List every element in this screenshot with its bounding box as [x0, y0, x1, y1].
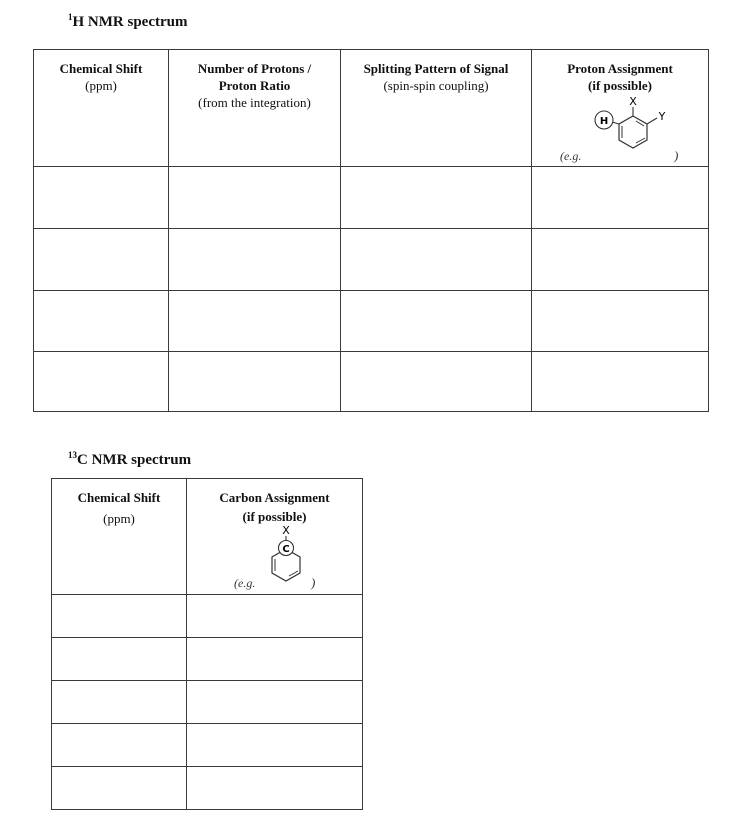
- header-bold: Number of Protons /: [197, 61, 312, 76]
- h-nmr-cell-shift[interactable]: [34, 167, 169, 229]
- c-nmr-data-row: [52, 595, 363, 638]
- h-nmr-cell-shift[interactable]: [34, 352, 169, 412]
- c-nmr-data-row: [52, 724, 363, 767]
- h-nmr-cell-protons[interactable]: [169, 229, 341, 291]
- h-nmr-cell-splitting[interactable]: [341, 167, 532, 229]
- c-nmr-data-row: [52, 681, 363, 724]
- header-bold: Chemical Shift: [77, 490, 161, 505]
- header-bold-line2: (if possible): [588, 78, 652, 93]
- example-suffix: ): [311, 575, 316, 590]
- example-suffix: ): [674, 148, 679, 163]
- benzene-carbon-example-icon: [261, 523, 311, 593]
- header-bold: Carbon Assignment: [219, 490, 330, 505]
- c-nmr-header-chemical-shift: [52, 479, 187, 595]
- h-nmr-cell-splitting[interactable]: [341, 291, 532, 352]
- circled-c-label: C: [282, 544, 290, 555]
- h-nmr-cell-shift[interactable]: [34, 291, 169, 352]
- h-nmr-header-chemical-shift: [34, 50, 169, 167]
- header-bold: Proton Assignment: [567, 61, 673, 76]
- header-bold-line2: (if possible): [242, 509, 307, 524]
- h-nmr-cell-protons[interactable]: [169, 352, 341, 412]
- h-nmr-header-proton-assignment: [532, 50, 709, 167]
- h-nmr-title: [68, 12, 187, 31]
- h-nmr-data-row: [34, 229, 709, 291]
- c-nmr-title: [68, 450, 191, 469]
- c-nmr-cell-shift[interactable]: [52, 767, 187, 810]
- h-nmr-cell-assignment[interactable]: [532, 229, 709, 291]
- c-nmr-header-row: [52, 479, 363, 595]
- h-nmr-cell-protons[interactable]: [169, 291, 341, 352]
- c-nmr-cell-assignment[interactable]: [187, 681, 363, 724]
- c-nmr-data-row: [52, 638, 363, 681]
- c-nmr-cell-assignment[interactable]: [187, 638, 363, 681]
- h-nmr-cell-splitting[interactable]: [341, 352, 532, 412]
- h-nmr-cell-shift[interactable]: [34, 229, 169, 291]
- header-note: (from the integration): [198, 95, 311, 110]
- c-nmr-header-carbon-assignment: [187, 479, 363, 595]
- h-nmr-data-row: [34, 291, 709, 352]
- h-nmr-title-text: H NMR spectrum: [72, 14, 188, 30]
- h-nmr-header-splitting-pattern: [341, 50, 532, 167]
- example-prefix: (e.g.: [560, 149, 582, 163]
- h-nmr-table: [33, 49, 709, 412]
- c-nmr-table: [51, 478, 363, 810]
- header-bold: Splitting Pattern of Signal: [363, 61, 509, 76]
- c-nmr-title-text: C NMR spectrum: [77, 452, 192, 468]
- c-nmr-cell-assignment[interactable]: [187, 767, 363, 810]
- h-nmr-title-superscript: 1: [68, 12, 73, 22]
- h-nmr-cell-assignment[interactable]: [532, 167, 709, 229]
- h-nmr-cell-protons[interactable]: [169, 167, 341, 229]
- h-nmr-cell-assignment[interactable]: [532, 291, 709, 352]
- header-note: (spin-spin coupling): [383, 78, 489, 93]
- header-bold: Chemical Shift: [59, 61, 143, 76]
- example-prefix: (e.g.: [234, 576, 256, 590]
- c-nmr-cell-assignment[interactable]: [187, 724, 363, 767]
- substituent-y-label: Y: [658, 110, 666, 123]
- h-nmr-header-row: [34, 50, 709, 167]
- substituent-x-label: X: [282, 524, 290, 537]
- c-nmr-cell-assignment[interactable]: [187, 595, 363, 638]
- c-nmr-title-superscript: 13: [68, 450, 77, 460]
- c-nmr-cell-shift[interactable]: [52, 638, 187, 681]
- c-nmr-cell-shift[interactable]: [52, 724, 187, 767]
- h-nmr-cell-splitting[interactable]: [341, 229, 532, 291]
- c-nmr-cell-shift[interactable]: [52, 595, 187, 638]
- c-nmr-cell-shift[interactable]: [52, 681, 187, 724]
- h-nmr-cell-assignment[interactable]: [532, 352, 709, 412]
- c-nmr-data-row: [52, 767, 363, 810]
- h-nmr-header-number-of-protons: [169, 50, 341, 167]
- circled-h-label: H: [599, 116, 609, 127]
- benzene-proton-example-icon: [590, 94, 680, 166]
- header-note: (ppm): [103, 511, 135, 526]
- h-nmr-data-row: [34, 352, 709, 412]
- h-nmr-data-row: [34, 167, 709, 229]
- header-bold-line2: Proton Ratio: [218, 78, 291, 93]
- header-note: (ppm): [85, 78, 117, 93]
- substituent-x-label: X: [629, 95, 637, 108]
